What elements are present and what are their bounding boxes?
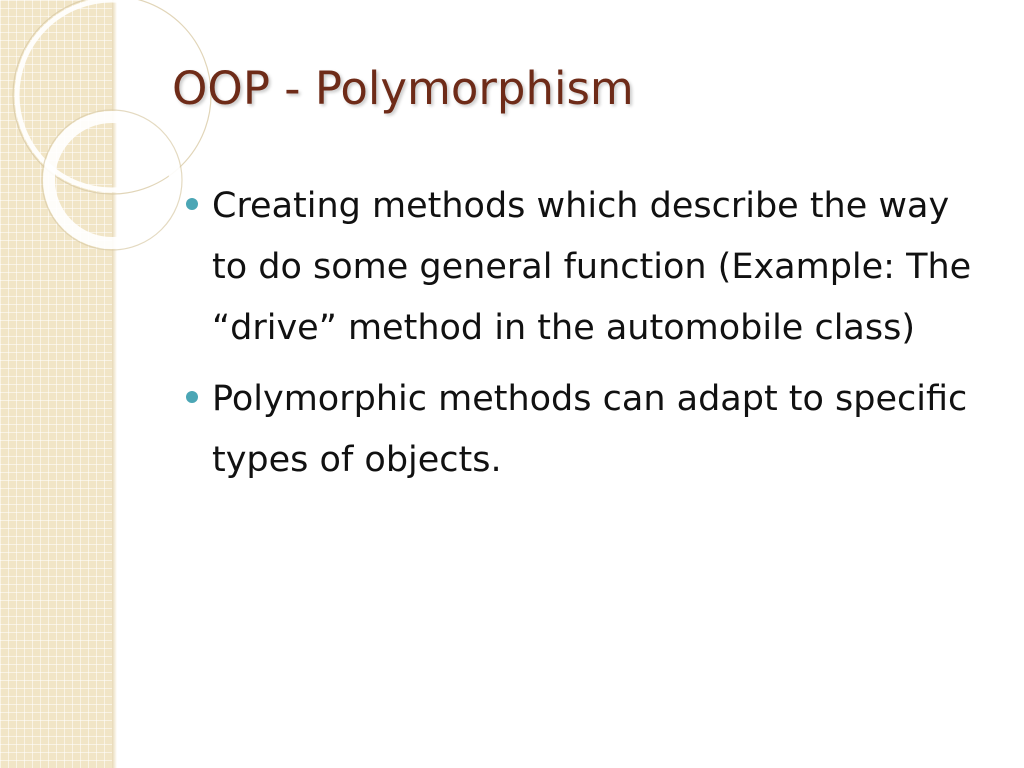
- slide-title: OOP - Polymorphism: [172, 62, 634, 115]
- bullet-item: [180, 176, 980, 359]
- bullet-list: [180, 176, 980, 501]
- bullet-text: Creating methods which describe the way to do some general function (Example: The “drive” method in the automobile class): [212, 186, 972, 348]
- bullet-text: Polymorphic methods can adapt to specific types of objects.: [212, 379, 968, 480]
- decorative-rings-icon: [0, 0, 130, 260]
- dot-bullet-icon: [186, 198, 198, 210]
- bullet-item: [180, 369, 980, 491]
- dot-bullet-icon: [186, 391, 198, 403]
